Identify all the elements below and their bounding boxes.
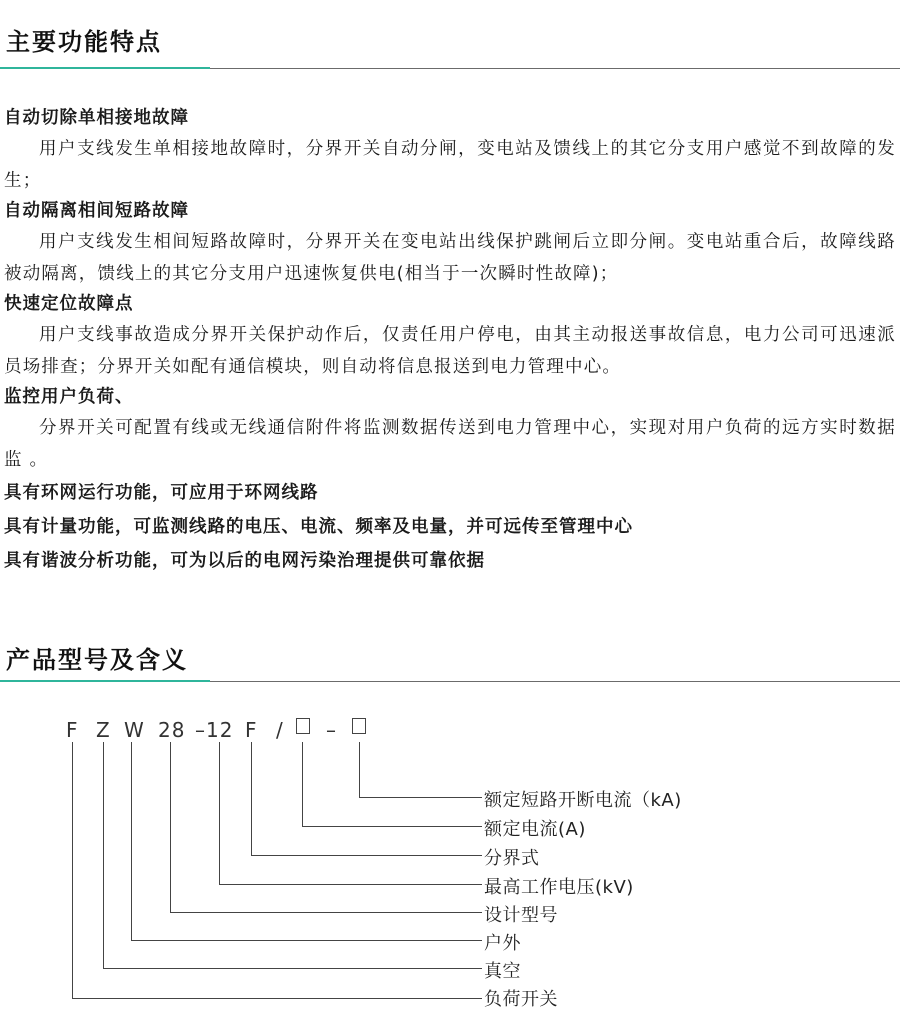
model-legend-label: 真空 <box>484 961 521 982</box>
connector-line <box>131 742 132 940</box>
model-legend-label: 负荷开关 <box>484 989 558 1010</box>
feature-title: 监控用户负荷、 <box>4 387 134 407</box>
placeholder-box <box>296 718 310 734</box>
model-legend-label: 额定电流(A) <box>484 819 586 840</box>
feature-body: 用户支线发生相间短路故障时，分界开关在变电站出线保护跳闸后立即分闸。变电站重合后，故障线路被动隔离，馈线上的其它分支用户迅速恢复供电(相当于一次瞬时性故障)； <box>4 232 896 284</box>
connector-line <box>170 742 171 912</box>
connector-line <box>103 968 482 969</box>
model-legend-label: 额定短路开断电流（kA) <box>484 790 682 811</box>
connector-line <box>170 912 482 913</box>
model-legend-label: 户外 <box>484 933 521 954</box>
connector-line <box>103 742 104 968</box>
connector-line <box>72 742 73 998</box>
connector-line <box>131 940 482 941</box>
connector-line <box>219 884 482 885</box>
model-legend-label: 最高工作电压(kV) <box>484 877 634 898</box>
section-title-model: 产品型号及含义 <box>6 646 188 674</box>
section-divider-accent <box>0 680 210 682</box>
section-divider-accent <box>0 67 210 69</box>
model-code-char: 28 <box>158 718 186 742</box>
feature-title: 具有计量功能，可监测线路的电压、电流、频率及电量，并可远传至管理中心 <box>4 517 633 537</box>
feature-body: 用户支线发生单相接地故障时，分界开关自动分闸，变电站及馈线上的其它分支用户感觉不到故障的发生； <box>4 139 896 191</box>
model-legend-label: 设计型号 <box>484 905 558 926</box>
model-code-char: F <box>245 718 258 742</box>
model-code-char: W <box>124 718 145 742</box>
connector-line <box>219 742 220 884</box>
connector-line <box>359 797 482 798</box>
feature-title: 具有环网运行功能，可应用于环网线路 <box>4 483 319 503</box>
model-code-char: –12 <box>195 718 234 742</box>
connector-line <box>302 826 482 827</box>
section-title-features: 主要功能特点 <box>6 28 162 56</box>
connector-line <box>251 855 482 856</box>
feature-body: 用户支线事故造成分界开关保护动作后，仅责任用户停电，由其主动报送事故信息，电力公司可迅速派员场排查；分界开关如配有通信模块，则自动将信息报送到电力管理中心。 <box>4 325 896 377</box>
feature-title: 自动隔离相间短路故障 <box>4 201 189 221</box>
feature-body: 分界开关可配置有线或无线通信附件将监测数据传送到电力管理中心，实现对用户负荷的远方实时数据监 。 <box>4 418 896 470</box>
feature-item <box>4 383 896 476</box>
model-code-char: Z <box>96 718 111 742</box>
model-code-char: F <box>66 718 79 742</box>
connector-line <box>72 998 482 999</box>
connector-line <box>359 742 360 797</box>
connector-line <box>251 742 252 855</box>
feature-title: 快速定位故障点 <box>4 294 134 314</box>
feature-item <box>4 197 896 290</box>
model-code-char: – <box>326 718 337 742</box>
placeholder-box <box>352 718 366 734</box>
connector-line <box>302 742 303 826</box>
feature-list <box>4 104 896 578</box>
feature-item <box>4 104 896 197</box>
model-code-char: / <box>276 718 284 742</box>
feature-title: 具有谐波分析功能，可为以后的电网污染治理提供可靠依据 <box>4 551 485 571</box>
feature-item <box>4 290 896 383</box>
model-legend-label: 分界式 <box>484 848 540 869</box>
feature-title: 自动切除单相接地故障 <box>4 108 189 128</box>
